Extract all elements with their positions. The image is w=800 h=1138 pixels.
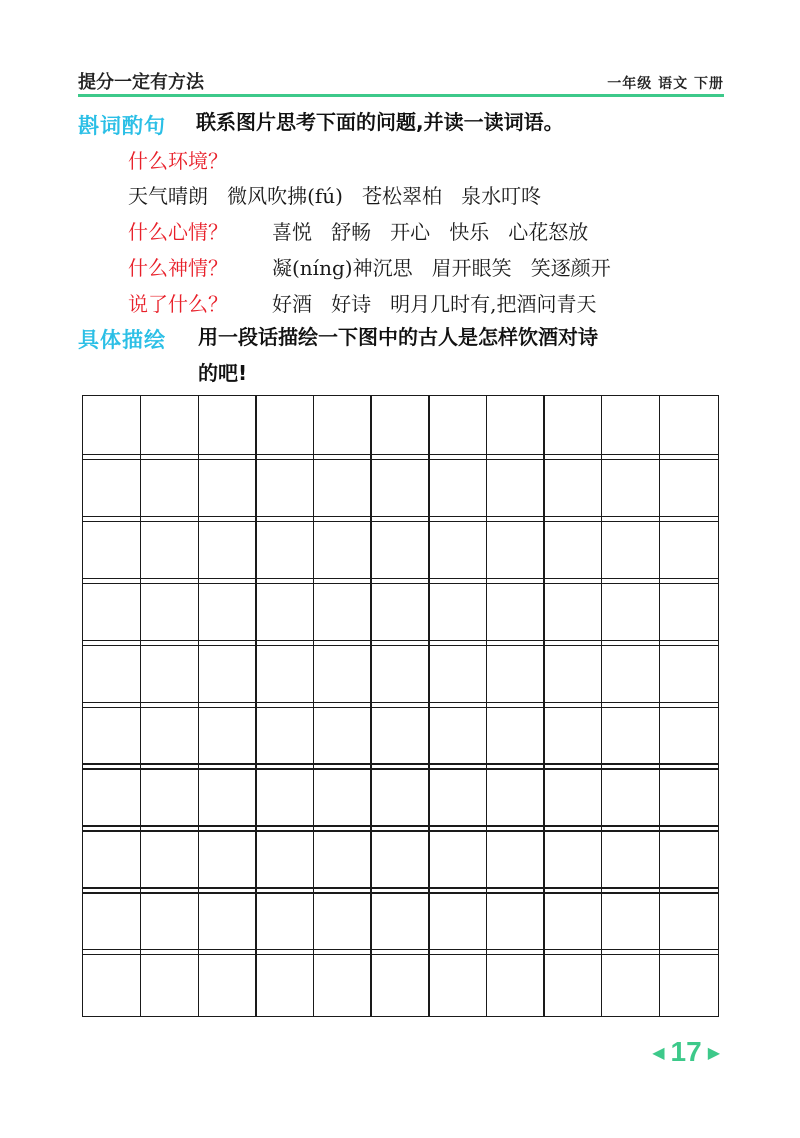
grid-row-line: [83, 825, 718, 826]
grid-row-line: [83, 521, 718, 522]
right-arrow-icon: ▶: [707, 1042, 720, 1062]
section2-instruction-line2: 的吧!: [198, 361, 248, 385]
words-environment: 天气晴朗 微风吹拂(fú) 苍松翠柏 泉水叮咚: [128, 184, 542, 208]
question-environment: 什么环境？: [128, 149, 228, 173]
grid-row-line: [83, 578, 718, 579]
words-speech: 好酒 好诗 明月几时有,把酒问青天: [272, 292, 597, 316]
grid-row-line: [83, 645, 718, 646]
page-number-badge: [652, 1036, 720, 1068]
book-title: 提分一定有方法: [78, 72, 204, 93]
writing-grid[interactable]: [82, 395, 719, 1017]
section2-instruction-line1: 用一段话描绘一下图中的古人是怎样饮酒对诗: [198, 325, 598, 349]
grid-row-line: [83, 516, 718, 517]
grid-row-line: [83, 459, 718, 460]
words-expression: 凝(níng)神沉思 眉开眼笑 笑逐颜开: [272, 256, 611, 280]
grid-row-line: [83, 583, 718, 584]
section1-instruction: 联系图片思考下面的问题,并读一读词语。: [196, 110, 564, 134]
page-number: 17: [670, 1036, 702, 1067]
grid-row-line: [83, 454, 718, 455]
grid-row-line: [83, 763, 718, 764]
words-mood: 喜悦 舒畅 开心 快乐 心花怒放: [272, 220, 589, 244]
grid-row-line: [83, 949, 718, 950]
header-divider: [78, 94, 724, 97]
grid-row-line: [83, 640, 718, 641]
grid-row-line: [83, 768, 718, 769]
grid-row-line: [83, 954, 718, 955]
grid-row-line: [83, 707, 718, 708]
grid-row-line: [83, 892, 718, 893]
question-speech: 说了什么？: [128, 292, 228, 316]
grade-label: 一年级 语文 下册: [607, 76, 724, 92]
grid-row-line: [83, 702, 718, 703]
question-mood: 什么心情？: [128, 220, 228, 244]
question-expression: 什么神情？: [128, 256, 228, 280]
grid-row-line: [83, 830, 718, 831]
left-arrow-icon: ◀: [652, 1042, 665, 1062]
section-tag-describe: 具体描绘: [78, 328, 166, 352]
section-tag-word-choice: 斟词酌句: [78, 114, 166, 138]
grid-row-line: [83, 887, 718, 888]
